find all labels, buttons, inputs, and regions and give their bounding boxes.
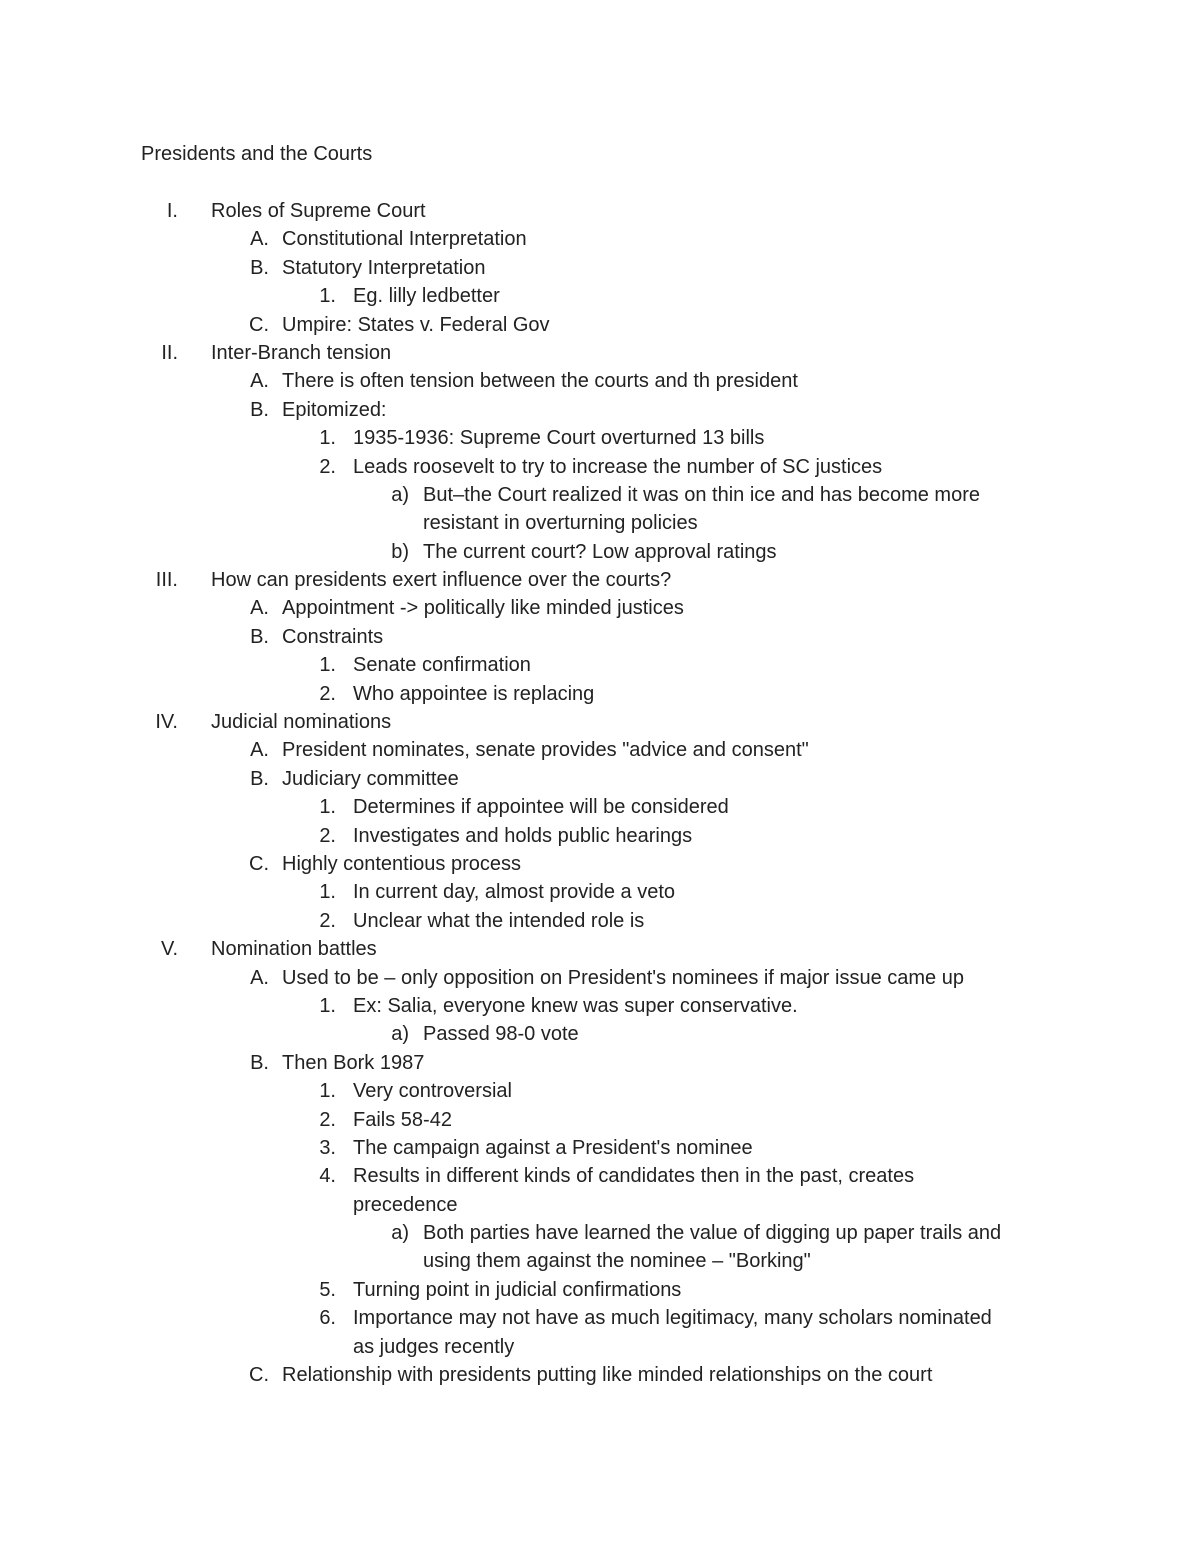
outline-text: Passed 98-0 vote: [423, 1023, 579, 1046]
outline-item-level-3: [0, 424, 1200, 452]
outline-item-level-2: [0, 850, 1200, 878]
outline-marker: B.: [250, 398, 269, 421]
outline-marker: 5.: [319, 1278, 336, 1301]
outline-marker: 1.: [319, 994, 336, 1017]
outline-item-level-3: [0, 1276, 1200, 1304]
outline-text: Appointment -> politically like minded justices: [282, 597, 684, 620]
outline-list: [0, 197, 1200, 1389]
outline-text: Inter-Branch tension: [211, 341, 392, 364]
outline-item-level-2: [0, 736, 1200, 764]
outline-text: Fails 58-42: [353, 1108, 452, 1131]
outline-marker: a): [391, 1222, 409, 1245]
outline-item-level-4: [0, 1219, 1200, 1247]
outline-marker: 2.: [319, 455, 336, 478]
outline-text: Judicial nominations: [211, 711, 392, 734]
outline-marker: C.: [249, 852, 269, 875]
outline-text: precedence: [353, 1193, 458, 1216]
outline-marker: 1.: [319, 285, 336, 308]
outline-text: Judiciary committee: [282, 767, 459, 790]
outline-item-level-3: [0, 793, 1200, 821]
outline-text: Eg. lilly ledbetter: [353, 285, 500, 308]
outline-item-level-3: [0, 651, 1200, 679]
outline-item-level-1: [0, 708, 1200, 736]
outline-item-level-2: [0, 964, 1200, 992]
outline-item-level-3: [0, 1077, 1200, 1105]
outline-item-level-1: [0, 566, 1200, 594]
outline-text: Roles of Supreme Court: [211, 200, 426, 222]
outline-marker: 2.: [319, 824, 336, 847]
outline-marker: 6.: [319, 1307, 336, 1330]
outline-item-level-4: [0, 1020, 1200, 1048]
outline-item-continuation: [0, 1247, 1200, 1275]
outline-item-level-3: [0, 1106, 1200, 1134]
outline-marker: IV.: [155, 711, 178, 734]
outline-item-level-2: [0, 396, 1200, 424]
outline-item-continuation: [0, 509, 1200, 537]
outline-item-level-1: [0, 197, 1200, 225]
outline-marker: A.: [250, 370, 269, 393]
outline-item-level-3: [0, 1134, 1200, 1162]
outline-text: Investigates and holds public hearings: [353, 824, 693, 847]
outline-text: Results in different kinds of candidates then in the past, creates: [353, 1165, 915, 1188]
outline-item-level-3: [0, 1304, 1200, 1332]
outline-text: Then Bork 1987: [282, 1051, 425, 1074]
outline-text: In current day, almost provide a veto: [353, 881, 676, 904]
outline-marker: a): [391, 1023, 409, 1046]
outline-text: resistant in overturning policies: [423, 512, 698, 535]
outline-marker: 3.: [319, 1136, 336, 1159]
outline-item-level-2: [0, 594, 1200, 622]
outline-marker: 2.: [319, 1108, 336, 1131]
outline-text: Determines if appointee will be considered: [353, 796, 729, 819]
outline-item-level-2: [0, 1361, 1200, 1389]
outline-text: Constraints: [282, 625, 384, 648]
outline-item-level-3: [0, 907, 1200, 935]
outline-text: The campaign against a President's nominee: [353, 1136, 753, 1159]
outline-text: There is often tension between the courts and th president: [282, 370, 798, 393]
outline-item-continuation: [0, 1191, 1200, 1219]
outline-item-level-3: [0, 680, 1200, 708]
outline-text: Constitutional Interpretation: [282, 228, 527, 251]
outline-text: Importance may not have as much legitimacy, many scholars nominated: [353, 1307, 992, 1330]
outline-text: Highly contentious process: [282, 852, 522, 875]
outline-marker: 1.: [319, 1080, 336, 1103]
outline-item-level-3: [0, 282, 1200, 310]
outline-text: Nomination battles: [211, 938, 377, 961]
outline-text: Both parties have learned the value of digging up paper trails and: [423, 1222, 1002, 1245]
outline-text: Leads roosevelt to try to increase the number of SC justices: [353, 455, 883, 478]
outline-text: Epitomized:: [282, 398, 387, 421]
outline-text: Statutory Interpretation: [282, 256, 486, 279]
outline-item-level-1: [0, 935, 1200, 963]
outline-text: Turning point in judicial confirmations: [353, 1278, 682, 1301]
outline-item-level-2: [0, 311, 1200, 339]
outline-text: Umpire: States v. Federal Gov: [282, 313, 550, 336]
outline-item-level-3: [0, 878, 1200, 906]
outline-text: as judges recently: [353, 1335, 515, 1358]
outline-marker: C.: [249, 313, 269, 336]
outline-marker: III.: [155, 569, 178, 592]
outline-marker: 4.: [319, 1165, 336, 1188]
outline-item-level-2: [0, 765, 1200, 793]
outline-marker: V.: [160, 938, 178, 961]
outline-marker: 2.: [319, 682, 336, 705]
outline-text: Used to be – only opposition on President's nominees if major issue came up: [282, 966, 964, 989]
outline-marker: 1.: [319, 796, 336, 819]
outline-marker: 1.: [319, 654, 336, 677]
outline-marker: b): [391, 540, 409, 563]
outline-marker: A.: [250, 228, 269, 251]
outline-text: Very controversial: [353, 1080, 512, 1103]
outline-item-level-3: [0, 992, 1200, 1020]
outline-item-level-3: [0, 1162, 1200, 1190]
outline-item-level-4: [0, 538, 1200, 566]
outline-text: Who appointee is replacing: [353, 682, 595, 705]
outline-marker: a): [391, 483, 409, 506]
outline-item-level-1: [0, 339, 1200, 367]
outline-marker: 1.: [319, 427, 336, 450]
outline-text: Relationship with presidents putting like minded relationships on the court: [282, 1364, 933, 1387]
outline-marker: B.: [250, 1051, 269, 1074]
outline-item-level-3: [0, 453, 1200, 481]
outline-item-level-3: [0, 822, 1200, 850]
outline-marker: B.: [250, 767, 269, 790]
outline-text: The current court? Low approval ratings: [423, 540, 777, 563]
outline-marker: 1.: [319, 881, 336, 904]
outline-item-level-2: [0, 225, 1200, 253]
outline-marker: A.: [250, 739, 269, 762]
outline-item-level-4: [0, 481, 1200, 509]
outline-text: But–the Court realized it was on thin ice and has become more: [423, 483, 980, 506]
outline-text: Ex: Salia, everyone knew was super conservative.: [353, 994, 798, 1017]
outline-item-level-2: [0, 254, 1200, 282]
outline-item-level-2: [0, 367, 1200, 395]
document-title: Presidents and the Courts: [141, 143, 373, 165]
outline-item-continuation: [0, 1333, 1200, 1361]
outline-item-level-2: [0, 623, 1200, 651]
outline-marker: C.: [249, 1364, 269, 1387]
outline-text: President nominates, senate provides "advice and consent": [282, 739, 809, 762]
outline-marker: I.: [166, 200, 178, 222]
outline-marker: 2.: [319, 909, 336, 932]
outline-text: How can presidents exert influence over the courts?: [211, 569, 672, 592]
outline-text: Senate confirmation: [353, 654, 531, 677]
outline-text: using them against the nominee – "Borking": [423, 1250, 811, 1273]
outline-text: 1935-1936: Supreme Court overturned 13 bills: [353, 427, 765, 450]
outline-marker: B.: [250, 625, 269, 648]
outline-item-level-2: [0, 1049, 1200, 1077]
outline-marker: II.: [161, 341, 178, 364]
outline-marker: B.: [250, 256, 269, 279]
outline-marker: A.: [250, 597, 269, 620]
outline-text: Unclear what the intended role is: [353, 909, 645, 932]
outline-marker: A.: [250, 966, 269, 989]
